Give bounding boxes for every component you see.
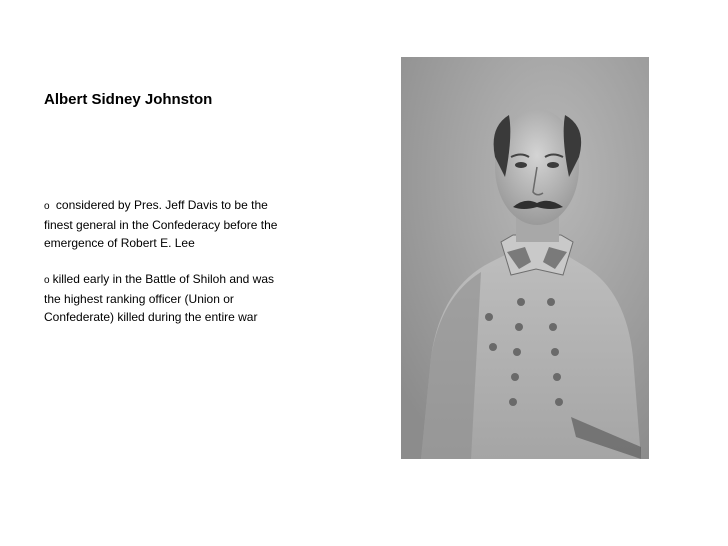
- bullet-text: killed early in the Battle of Shiloh and was the highest ranking officer (Union or Confederate) killed during the entire war: [44, 272, 275, 324]
- portrait-image: [401, 57, 649, 459]
- portrait-photo: [401, 57, 649, 459]
- bullet-item: [44, 196, 279, 252]
- slide-title: Albert Sidney Johnston: [44, 91, 213, 108]
- bullet-list: [44, 196, 279, 344]
- bullet-marker: o: [44, 275, 50, 286]
- bullet-text: considered by Pres. Jeff Davis to be the finest general in the Confederacy before the emergence of Robert E. Lee: [44, 198, 278, 250]
- bullet-item: [44, 270, 279, 326]
- bullet-marker: o: [44, 201, 50, 212]
